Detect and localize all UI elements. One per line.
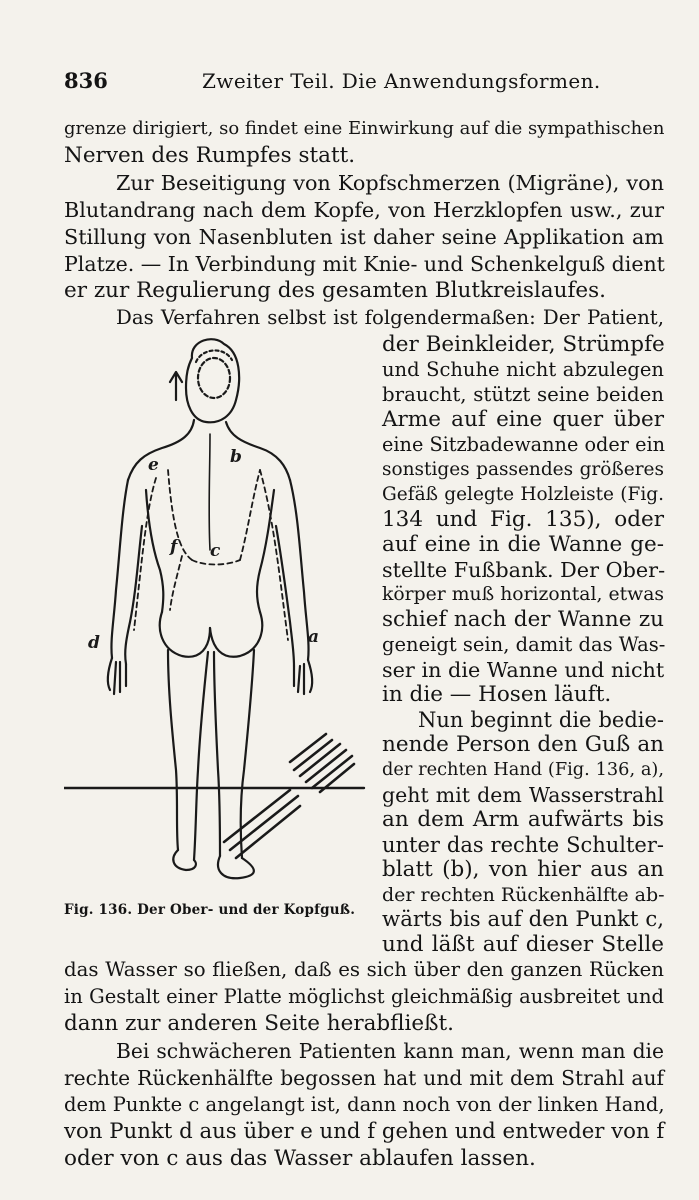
text-line: er zur Regulierung des gesamten Blutkreislaufes. [64,278,607,303]
text-line: das Wasser so fließen, daß es sich über den ganzen Rücken [64,958,664,981]
figure-illustration [64,330,376,910]
label-a: a [308,627,320,647]
text-line: und läßt auf dieser Stelle [382,932,664,957]
text-line: oder von c aus das Wasser ablaufen lassen. [64,1146,536,1171]
text-line: 134 und Fig. 135), oder [382,507,664,532]
label-f: f [170,537,178,557]
text-line: ser in die Wanne und nicht [382,658,665,682]
text-line: eine Sitzbadewanne oder ein [382,433,666,456]
label-c: c [210,541,221,561]
text-line: von Punkt d aus über e und f gehen und entweder von f [64,1119,665,1144]
label-e: e [148,455,159,475]
text-line: körper muß horizontal, etwas [382,584,664,605]
text-line: unter das rechte Schulter- [382,833,664,857]
text-line: und Schuhe nicht abzulegen [382,358,664,381]
figure-caption: Fig. 136. Der Ober- und der Kopfguß. [64,902,356,918]
text-line: rechte Rückenhälfte begossen hat und mit dem Strahl auf [64,1066,664,1090]
text-line: dem Punkte c angelangt ist, dann noch von der linken Hand, [64,1093,665,1116]
text-line: sonstiges passendes größeres [382,459,664,480]
label-b: b [230,447,242,467]
text-line: Nun beginnt die bedie- [418,708,664,732]
text-line: auf eine in die Wanne ge- [382,532,664,557]
text-line: Das Verfahren selbst ist folgendermaßen: Der Patient, [116,306,664,329]
page-header [64,66,634,96]
text-line: in Gestalt einer Platte möglichst gleichmäßig ausbreitet und [64,985,664,1008]
text-line: Bei schwächeren Patienten kann man, wenn man die [116,1039,664,1063]
text-line: der rechten Rückenhälfte ab- [382,884,665,906]
text-line: in die — Hosen läuft. [382,682,612,707]
text-line: der Beinkleider, Strümpfe [382,332,665,357]
text-line: Platze. — In Verbindung mit Knie- und Schenkelguß dient [64,252,665,276]
text-line: Blutandrang nach dem Kopfe, von Herzklopfen usw., zur [64,198,664,222]
page-number: 836 [64,68,108,93]
text-line: schief nach der Wanne zu [382,607,664,632]
text-line: Zur Beseitigung von Kopfschmerzen (Migräne), von [116,171,664,195]
text-line: dann zur anderen Seite herabfließt. [64,1011,454,1036]
text-line: geneigt sein, damit das Was- [382,633,666,656]
text-line: blatt (b), von hier aus an [382,857,664,882]
text-line: wärts bis auf den Punkt c, [382,907,664,932]
label-d: d [88,633,100,653]
text-line: an dem Arm aufwärts bis [382,807,664,832]
text-line: Stillung von Nasenbluten ist daher seine Applikation am [64,225,664,249]
running-title: Zweiter Teil. Die Anwendungsformen. [202,69,601,93]
text-line: Nerven des Rumpfes statt. [64,143,356,168]
text-line: stellte Fußbank. Der Ober- [382,558,666,582]
text-line: der rechten Hand (Fig. 136, a), [382,760,664,780]
text-line: nende Person den Guß an [382,732,664,757]
text-line: Arme auf eine quer über [382,407,664,432]
text-line: geht mit dem Wasserstrahl [382,783,664,807]
text-line: braucht, stützt seine beiden [382,383,664,406]
text-line: Gefäß gelegte Holzleiste (Fig. [382,484,664,505]
text-line: grenze dirigiert, so findet eine Einwirkung auf die sympathischen [64,118,665,139]
